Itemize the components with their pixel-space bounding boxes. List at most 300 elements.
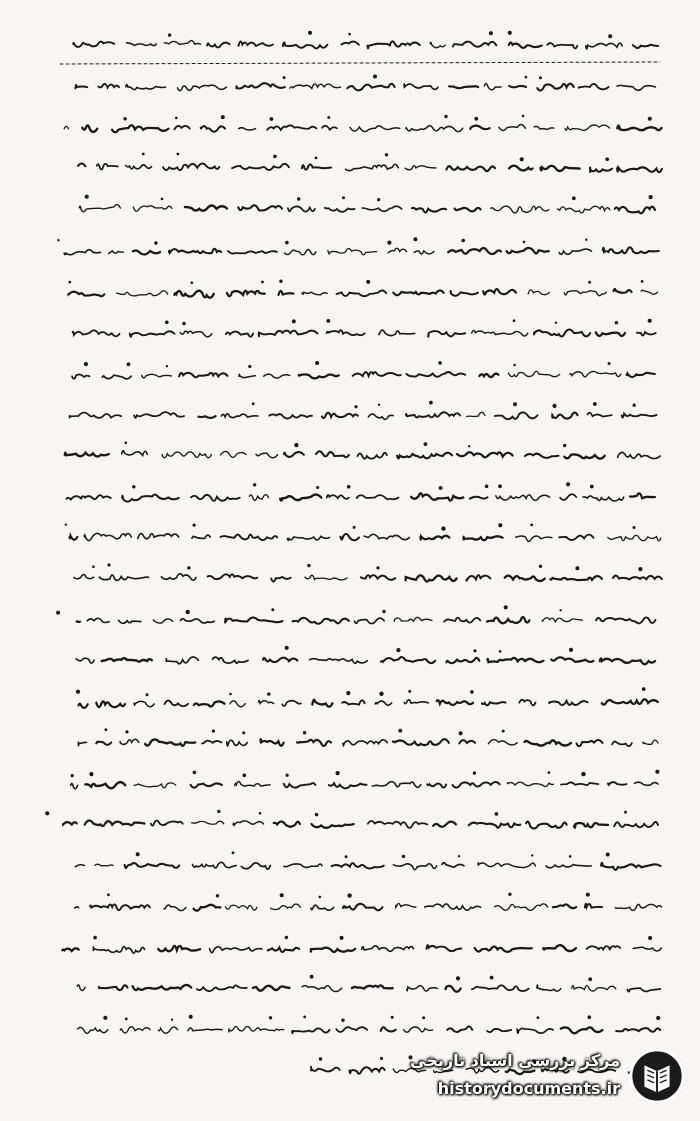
handwriting-dot	[175, 117, 178, 120]
handwriting-stroke	[343, 904, 382, 910]
handwriting-dot	[396, 648, 400, 652]
handwriting-stroke	[560, 494, 576, 500]
handwriting-stroke	[405, 166, 436, 170]
handwriting-dot	[380, 1057, 383, 1060]
handwriting-stroke	[311, 1067, 340, 1072]
handwriting-dot	[285, 241, 289, 245]
handwriting-stroke	[614, 822, 658, 827]
handwriting-stroke	[559, 249, 591, 254]
handwriting-stroke	[225, 617, 282, 622]
handwriting-stroke	[509, 43, 542, 48]
handwriting-dot	[586, 893, 590, 897]
handwriting-dot	[297, 197, 300, 200]
handwriting-stroke	[397, 453, 452, 459]
handwriting-stroke	[165, 701, 189, 707]
handwriting-dot	[103, 1016, 107, 1020]
handwriting-stroke	[350, 126, 400, 132]
handwriting-dot	[391, 1016, 394, 1019]
handwriting-dot	[555, 322, 557, 324]
handwriting-stroke	[70, 536, 78, 540]
handwriting-stroke	[453, 782, 500, 788]
handwriting-stroke	[343, 740, 387, 746]
handwriting-dot	[376, 566, 379, 569]
handwriting-stroke	[193, 862, 237, 868]
handwriting-stroke	[488, 740, 517, 745]
handwriting-stroke	[393, 739, 449, 745]
handwriting-dot	[345, 855, 348, 858]
handwriting-dot	[641, 280, 644, 283]
handwriting-stroke	[72, 375, 89, 379]
handwriting-stroke	[97, 164, 118, 170]
handwriting-dot	[292, 319, 296, 323]
handwriting-dot	[498, 484, 502, 488]
handwriting-dot	[499, 650, 502, 653]
handwriting-dot	[182, 322, 186, 326]
handwriting-stroke	[362, 206, 402, 211]
handwriting-stroke	[194, 701, 225, 706]
handwriting-dot	[84, 362, 88, 366]
handwriting-dot	[366, 280, 370, 284]
handwriting-stroke	[585, 904, 602, 908]
handwriting-stroke	[603, 247, 659, 253]
handwriting-stroke	[537, 84, 573, 91]
handwriting-stroke	[120, 1027, 150, 1033]
handwriting-stroke	[553, 904, 576, 908]
handwriting-stroke	[475, 947, 532, 952]
handwriting-stroke	[264, 374, 290, 378]
handwriting-stroke	[637, 332, 656, 335]
handwriting-stroke	[312, 700, 332, 707]
handwriting-stroke	[396, 903, 416, 908]
handwriting-stroke	[495, 904, 548, 911]
handwriting-stroke	[537, 985, 561, 991]
handwriting-dot	[107, 893, 110, 896]
handwriting-dot	[588, 1015, 592, 1019]
handwriting-stroke	[341, 534, 360, 540]
handwriting-dot	[123, 117, 126, 120]
handwriting-stroke	[64, 250, 100, 255]
handwriting-stroke	[543, 945, 576, 951]
handwriting-stroke	[78, 163, 85, 166]
handwriting-stroke	[574, 823, 608, 828]
handwriting-stroke	[394, 617, 432, 621]
handwriting-stroke	[455, 208, 481, 211]
handwriting-stroke	[98, 84, 119, 88]
handwriting-stroke	[284, 452, 304, 457]
handwriting-dot	[154, 241, 157, 244]
handwriting-dot	[608, 34, 612, 38]
handwriting-dot	[326, 319, 330, 323]
handwriting-dot	[193, 771, 197, 775]
handwriting-stroke	[161, 574, 196, 581]
handwriting-dot	[422, 1016, 425, 1019]
handwriting-stroke	[302, 986, 342, 992]
handwriting-stroke	[133, 251, 160, 255]
handwriting-stroke	[287, 536, 329, 540]
handwriting-dot	[191, 281, 194, 284]
handwriting-stroke	[125, 863, 180, 868]
handwriting-stroke	[292, 1028, 329, 1033]
handwriting-stroke	[635, 782, 658, 785]
handwriting-stroke	[84, 533, 131, 540]
handwriting-stroke	[482, 702, 506, 705]
handwriting-dot	[286, 774, 289, 777]
handwriting-stroke	[271, 577, 290, 582]
handwriting-stroke	[302, 164, 331, 169]
handwriting-stroke	[505, 576, 545, 581]
handwriting-dot	[285, 936, 288, 939]
handwriting-dot	[513, 364, 516, 367]
handwriting-stroke	[393, 864, 436, 870]
handwriting-stroke	[546, 865, 591, 868]
handwriting-stroke	[495, 412, 538, 419]
handwriting-stroke	[388, 248, 406, 253]
handwriting-stroke	[259, 331, 318, 337]
handwriting-dot	[308, 31, 312, 35]
handwriting-dot	[303, 731, 306, 734]
handwriting-dot	[347, 485, 351, 489]
handwriting-stroke	[517, 1028, 553, 1033]
handwriting-stroke	[62, 948, 78, 951]
handwriting-stroke	[158, 946, 200, 951]
handwriting-stroke	[285, 250, 316, 255]
handwriting-dot	[649, 195, 653, 199]
handwriting-stroke	[483, 289, 516, 294]
handwriting-stroke	[269, 414, 312, 418]
handwriting-stroke	[79, 704, 88, 708]
handwriting-stroke	[332, 863, 384, 868]
handwriting-stroke	[99, 985, 128, 990]
handwriting-stroke	[484, 84, 501, 90]
handwriting-stroke	[507, 782, 553, 786]
handwriting-dot	[633, 526, 636, 529]
handwriting-dot	[315, 361, 319, 365]
handwriting-stroke	[406, 126, 463, 132]
handwriting-stroke	[198, 416, 215, 418]
handwriting-stroke	[469, 823, 521, 828]
handwriting-dot	[171, 1019, 173, 1021]
handwriting-dot	[229, 693, 232, 696]
handwriting-stroke	[290, 84, 341, 89]
handwriting-stroke	[467, 412, 485, 416]
handwriting-stroke	[221, 535, 278, 540]
handwriting-stroke	[601, 863, 660, 870]
handwriting-dot	[273, 155, 277, 159]
handwriting-stroke	[411, 493, 463, 500]
handwriting-stroke	[561, 1027, 603, 1033]
handwriting-stroke	[79, 205, 120, 212]
handwriting-dot	[125, 1018, 128, 1021]
handwriting-dot	[648, 936, 652, 940]
handwriting-dot	[585, 239, 587, 241]
handwriting-dot	[439, 486, 443, 490]
handwriting-dot	[280, 893, 284, 897]
handwriting-stroke	[68, 292, 104, 297]
handwriting-stroke	[166, 657, 198, 664]
handwriting-stroke	[102, 658, 152, 661]
handwriting-stroke	[117, 291, 168, 296]
handwriting-stroke	[164, 41, 200, 45]
handwriting-stroke	[547, 43, 577, 48]
handwriting-stroke	[274, 822, 300, 827]
handwriting-dot	[125, 442, 128, 445]
handwriting-dot	[186, 610, 190, 614]
handwriting-stroke	[346, 164, 399, 170]
handwriting-dot	[473, 771, 476, 774]
handwriting-dot	[638, 567, 642, 571]
handwriting-dot	[217, 810, 220, 813]
handwriting-stroke	[470, 497, 488, 499]
handwriting-stroke	[87, 618, 109, 622]
handwriting-dot	[193, 524, 196, 527]
handwriting-stroke	[542, 618, 582, 622]
handwriting-stroke	[322, 413, 358, 418]
handwriting-dot	[615, 321, 618, 324]
handwriting-dot	[606, 853, 610, 857]
handwriting-stroke	[379, 330, 415, 336]
handwriting-stroke	[633, 45, 658, 48]
handwriting-stroke	[375, 701, 392, 705]
handwriting-stroke	[93, 947, 144, 953]
handwriting-stroke	[305, 575, 347, 580]
handwriting-stroke	[470, 126, 489, 130]
handwriting-stroke	[327, 495, 349, 499]
handwriting-dot	[531, 854, 533, 856]
handwriting-stroke	[178, 85, 227, 90]
handwriting-stroke	[336, 1027, 367, 1032]
handwriting-dot	[177, 153, 180, 156]
handwriting-stroke	[133, 206, 172, 211]
handwriting-stroke	[525, 454, 559, 458]
handwriting-stroke	[433, 822, 456, 827]
handwriting-dot	[656, 1016, 660, 1020]
handwriting-stroke	[564, 454, 604, 458]
watermark-name: مرکز بررسی اسناد تاریخی	[410, 1051, 620, 1070]
handwriting-stroke	[617, 167, 662, 172]
handwriting-dot	[261, 281, 264, 284]
handwriting-stroke	[617, 85, 655, 90]
handwriting-stroke	[233, 821, 263, 825]
handwriting-stroke	[145, 739, 195, 745]
handwriting-stroke	[268, 948, 299, 952]
handwriting-dot	[523, 241, 526, 244]
handwriting-stroke	[302, 292, 327, 295]
handwriting-dot	[259, 812, 262, 815]
handwriting-stroke	[446, 986, 461, 992]
handwriting-stroke	[164, 905, 186, 911]
handwriting-stroke	[583, 496, 624, 501]
handwriting-stroke	[442, 863, 464, 867]
handwriting-stroke	[412, 208, 446, 213]
handwriting-stroke	[230, 701, 245, 707]
handwriting-stroke	[534, 126, 554, 129]
handwriting-stroke	[404, 700, 428, 704]
handwriting-stroke	[596, 332, 625, 336]
handwriting-stroke	[587, 413, 611, 417]
handwriting-stroke	[381, 657, 435, 663]
handwriting-stroke	[526, 822, 567, 829]
handwriting-stroke	[602, 699, 658, 704]
handwriting-dot	[125, 730, 128, 733]
handwriting-dot	[319, 896, 322, 899]
handwriting-stroke	[311, 824, 353, 828]
handwriting-stroke	[327, 330, 365, 335]
handwriting-stroke	[472, 985, 529, 991]
handwriting-stroke	[197, 985, 247, 991]
handwriting-dot	[408, 690, 411, 693]
watermark	[406, 1041, 686, 1111]
handwriting-dot	[642, 687, 646, 691]
handwriting-stroke	[362, 946, 414, 952]
handwriting-dot	[539, 565, 542, 568]
handwriting-stroke	[596, 617, 655, 623]
handwriting-stroke	[208, 574, 258, 579]
handwriting-stroke	[364, 534, 409, 539]
handwriting-dot	[569, 855, 572, 858]
handwriting-dot	[633, 404, 636, 407]
handwriting-stroke	[134, 783, 176, 788]
handwriting-dot	[537, 1016, 540, 1019]
handwriting-stroke	[239, 128, 256, 130]
handwriting-dot	[504, 605, 508, 609]
handwriting-stroke	[496, 495, 550, 500]
handwriting-stroke	[325, 208, 355, 212]
handwriting-stroke	[559, 535, 593, 540]
handwriting-stroke	[284, 783, 316, 788]
handwriting-dot	[593, 402, 597, 406]
handwriting-stroke	[267, 125, 316, 129]
handwriting-stroke	[75, 85, 87, 88]
handwriting-stroke	[102, 375, 131, 379]
handwriting-dot	[57, 239, 59, 241]
handwriting-stroke	[256, 453, 278, 458]
handwriting-dot	[216, 894, 219, 897]
handwriting-dot	[588, 281, 591, 284]
handwriting-stroke	[561, 782, 598, 785]
handwriting-stroke	[226, 332, 253, 337]
handwriting-stroke	[357, 495, 399, 499]
handwriting-dot	[279, 280, 282, 283]
handwriting-stroke	[541, 166, 580, 171]
handwriting-stroke	[192, 821, 224, 824]
handwriting-stroke	[174, 126, 189, 129]
handwriting-stroke	[407, 986, 438, 991]
handwriting-dot	[92, 565, 95, 568]
handwriting-stroke	[181, 619, 215, 623]
handwriting-stroke	[127, 43, 157, 46]
handwriting-stroke	[179, 373, 227, 377]
handwriting-dot	[413, 237, 417, 241]
handwriting-dot	[382, 610, 385, 613]
handwriting-stroke	[368, 414, 393, 419]
handwriting-stroke	[355, 618, 385, 623]
handwriting-stroke	[633, 947, 661, 951]
handwriting-stroke	[279, 291, 294, 295]
handwriting-dot	[429, 401, 433, 405]
handwriting-dot	[136, 852, 140, 856]
handwriting-stroke	[65, 453, 109, 457]
handwriting-stroke	[235, 782, 270, 787]
handwriting-stroke	[487, 1029, 511, 1032]
handwriting-stroke	[509, 166, 532, 171]
handwriting-dot	[105, 728, 108, 731]
handwriting-stroke	[570, 371, 621, 376]
handwriting-stroke	[119, 620, 141, 623]
handwriting-stroke	[66, 495, 110, 499]
handwriting-stroke	[75, 907, 79, 908]
handwriting-dot	[438, 361, 442, 365]
handwriting-stroke	[271, 904, 301, 910]
handwriting-stroke	[612, 741, 632, 746]
handwriting-stroke	[138, 534, 179, 539]
handwriting-stroke	[70, 413, 122, 418]
handwriting-stroke	[349, 1067, 384, 1074]
handwriting-dot	[166, 365, 168, 367]
top-rule	[60, 62, 660, 64]
handwriting-stroke	[188, 1028, 222, 1031]
handwriting-dot	[132, 485, 135, 488]
handwriting-stroke	[444, 618, 480, 623]
handwriting-dot	[566, 482, 570, 486]
handwriting-dot	[563, 444, 566, 447]
handwriting-stroke	[372, 782, 420, 788]
handwriting-dot	[378, 404, 380, 406]
handwriting-stroke	[280, 495, 321, 501]
handwriting-stroke	[212, 657, 248, 663]
handwriting-stroke	[210, 947, 262, 953]
handwriting-stroke	[78, 1027, 108, 1033]
handwriting-stroke	[207, 43, 230, 48]
handwriting-dot	[379, 692, 383, 696]
handwriting-dot	[590, 485, 594, 489]
handwriting-dot	[444, 115, 447, 118]
handwriting-stroke	[169, 249, 221, 254]
handwriting-stroke	[478, 863, 535, 868]
handwriting-stroke	[428, 331, 465, 337]
handwriting-dot	[285, 646, 289, 650]
handwriting-dot	[189, 1015, 193, 1019]
handwriting-stroke	[96, 742, 111, 745]
handwriting-stroke	[99, 575, 148, 580]
handwriting-stroke	[459, 740, 475, 743]
handwriting-stroke	[229, 1026, 284, 1032]
handwriting-stroke	[487, 658, 543, 662]
handwriting-stroke	[622, 414, 657, 418]
handwriting-dot	[346, 691, 350, 695]
handwriting-stroke	[608, 535, 661, 540]
handwriting-dot	[495, 812, 499, 816]
handwriting-dot	[588, 977, 592, 981]
handwriting-dot	[605, 157, 609, 161]
handwriting-stroke	[406, 575, 457, 581]
handwriting-dot	[539, 76, 542, 79]
handwriting-dot	[307, 564, 310, 567]
handwriting-stroke	[427, 783, 446, 787]
handwriting-stroke	[263, 658, 297, 662]
handwriting-stroke	[448, 248, 501, 254]
handwriting-stroke	[627, 988, 660, 992]
handwriting-dot	[342, 196, 345, 199]
handwriting-dot	[303, 1016, 306, 1019]
handwriting-stroke	[78, 742, 86, 745]
handwriting-stroke	[615, 207, 655, 214]
handwriting-stroke	[328, 249, 377, 255]
handwriting-stroke	[464, 536, 503, 540]
handwriting-stroke	[487, 617, 529, 623]
handwriting-stroke	[174, 291, 213, 298]
book-icon	[628, 1047, 686, 1105]
handwriting-stroke	[508, 371, 559, 377]
